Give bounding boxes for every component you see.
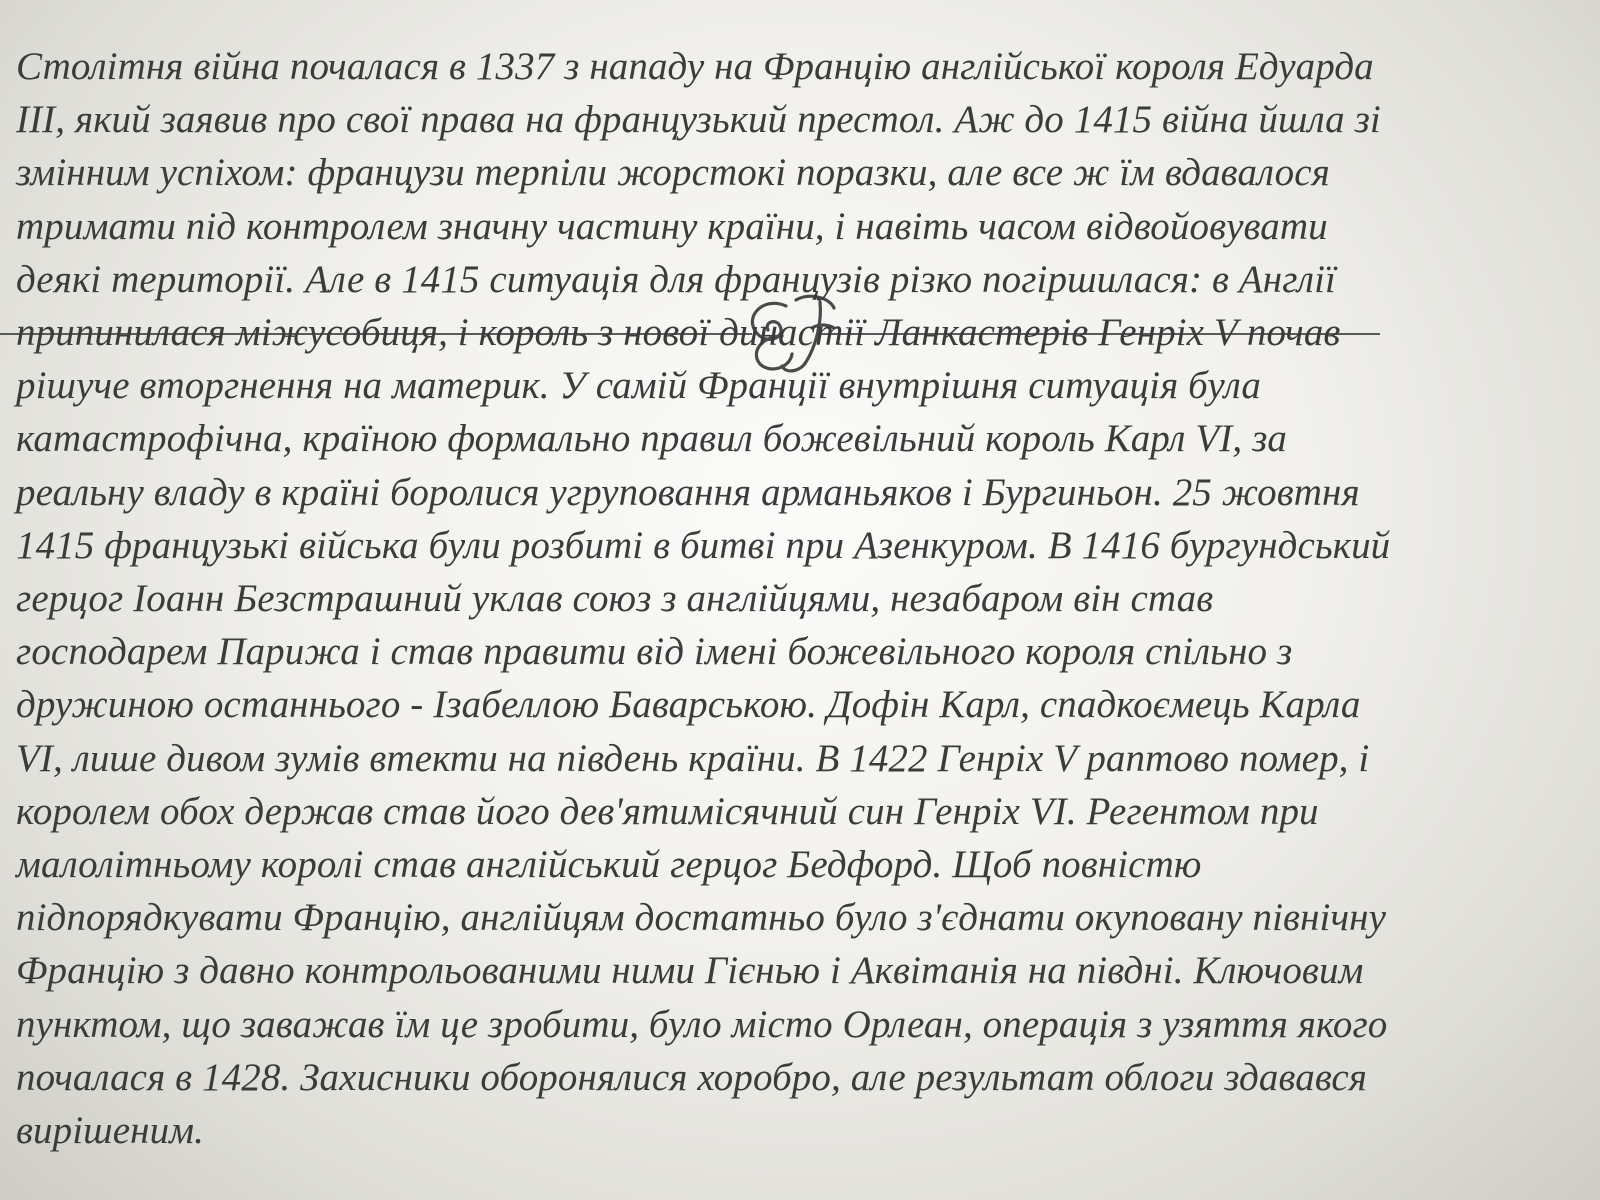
text-line: змінним успіхом: французи терпіли жорстокі поразки, але все ж їм вдавалося (16, 151, 1330, 195)
text-line: деякі території. Але в 1415 ситуація для французів різко погіршилася: в Англії (16, 257, 1336, 301)
text-line: господарем Парижа і став правити від імені божевільного короля спільно з (16, 630, 1293, 674)
text-line: вирішеним. (16, 1109, 205, 1153)
text-line: пунктом, що заважав їм це зробити, було місто Орлеан, операція з узяття якого (16, 1002, 1388, 1046)
text-line: припинилася міжусобиця, і король з нової династії Ланкастерів Генріх V почав (16, 311, 1341, 355)
text-line: дружиною останнього - Ізабеллою Баварською. Дофін Карл, спадкоємець Карла (16, 683, 1361, 727)
text-line: Францію з давно контрольованими ними Гієнью і Аквітанія на півдні. Ключовим (16, 949, 1364, 993)
text-line: тримати під контролем значну частину країни, і навіть часом відвойовувати (16, 204, 1328, 248)
text-line: рішуче вторгнення на материк. У самій Франції внутрішня ситуація була (16, 364, 1261, 408)
text-line: малолітньому королі став англійський герцог Бедфорд. Щоб повністю (16, 843, 1202, 887)
text-line: III, який заявив про свої права на французький престол. Аж до 1415 війна йшла зі (16, 98, 1381, 142)
body-text (16, 40, 1576, 1157)
text-line: 1415 французькі війська були розбиті в битві при Азенкуром. В 1416 бургундський (16, 523, 1391, 567)
text-line: реальну владу в країні боролися угруповання арманьяков і Бургиньон. 25 жовтня (16, 470, 1360, 514)
text-line: Столітня війна почалася в 1337 з нападу на Францію англійської короля Едуарда (16, 45, 1374, 88)
text-line: катастрофічна, країною формально правил божевільний король Карл VI, за (16, 417, 1287, 461)
text-line: VI, лише дивом зумів втекти на південь країни. В 1422 Генріх V раптово помер, і (16, 736, 1370, 780)
text-line: підпорядкувати Францію, англійцям достатньо було з'єднати окуповану північну (16, 896, 1387, 940)
text-line: герцог Іоанн Безстрашний уклав союз з англійцями, незабаром він став (16, 577, 1214, 621)
text-line: почалася в 1428. Захисники оборонялися хоробро, але результат облоги здавався (16, 1055, 1367, 1099)
text-line: королем обох держав став його дев'ятимісячний син Генріх VI. Регентом при (16, 789, 1319, 833)
